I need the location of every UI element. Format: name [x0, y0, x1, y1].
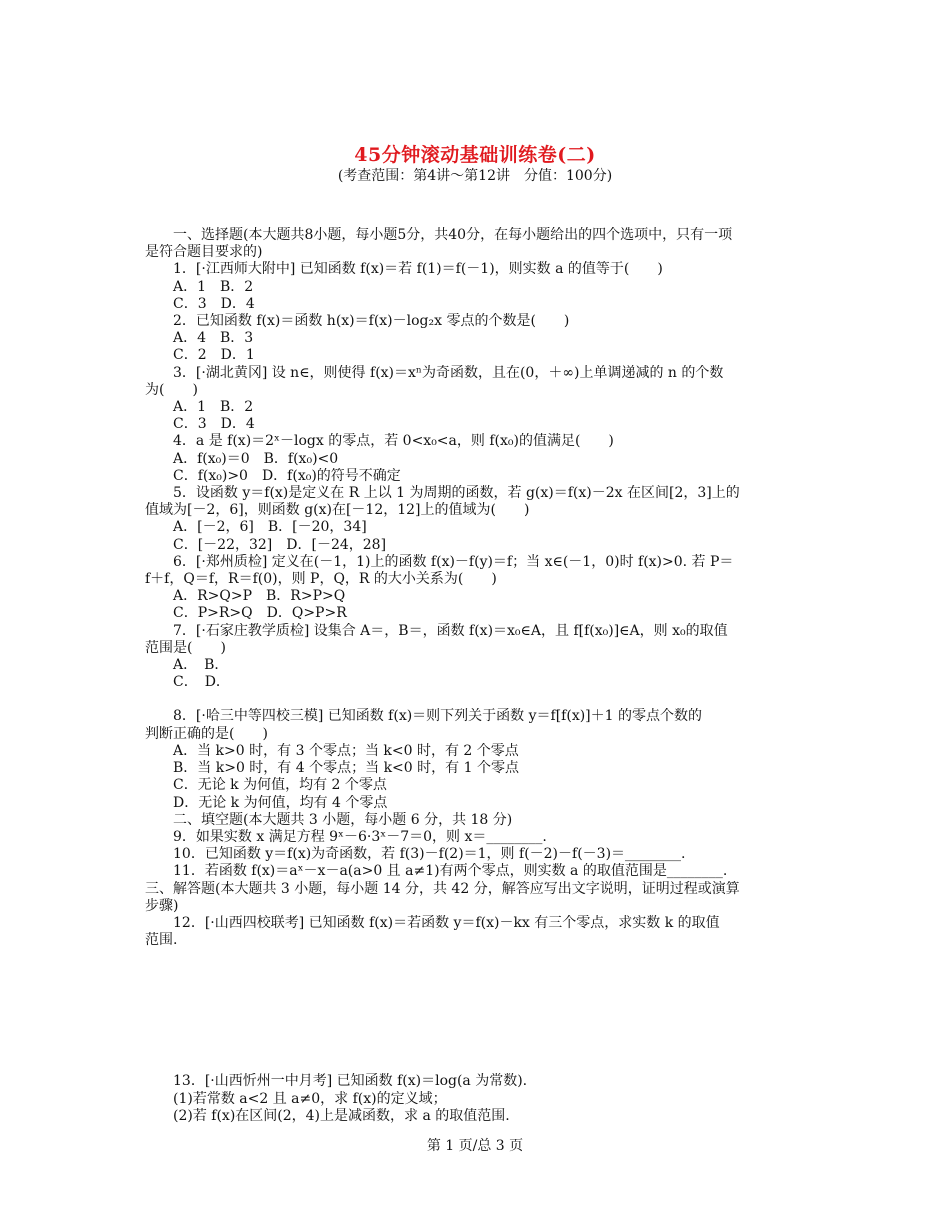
option-line: A．4 B．3 — [173, 330, 254, 347]
page-subtitle: (考查范围：第4讲～第12讲 分值：100分) — [337, 168, 613, 184]
question-2: 2．已知函数 f(x)＝函数 h(x)＝f(x)－log₂x 零点的个数是( ) — [173, 313, 570, 330]
page-footer: 第 1 页/总 3 页 — [426, 1138, 524, 1154]
option-line: D．无论 k 为何值，均有 4 个零点 — [173, 794, 388, 811]
option-line: C．3 D．4 — [173, 295, 255, 312]
option-line: C．2 D．1 — [173, 347, 255, 364]
question-1: 1．[·江西师大附中] 已知函数 f(x)＝若 f(1)＝f(－1)，则实数 a 的值等于( ) — [173, 261, 663, 278]
text-line: 步骤) — [145, 897, 179, 914]
option-line: C．3 D．4 — [173, 416, 255, 433]
question-3: 3．[·湖北黄冈] 设 n∈，则使得 f(x)＝xⁿ为奇函数，且在(0，＋∞)上单调递减的 n 的个数 — [173, 364, 724, 381]
question-11: 11．若函数 f(x)＝aˣ－x－a(a>0 且 a≠1)有两个零点，则实数 a 的取值范围是________. — [173, 863, 728, 880]
text-line: 范围. — [145, 932, 178, 949]
option-line: C．[－22，32] D．[－24，28] — [173, 536, 387, 553]
option-line: C．P>R>Q D．Q>P>R — [173, 605, 347, 622]
text-line: f＋f，Q＝f，R＝f(0)，则 P，Q，R 的大小关系为( ) — [145, 571, 497, 588]
text-line: 范围是( ) — [145, 639, 226, 656]
option-line: C．无论 k 为何值，均有 2 个零点 — [173, 777, 387, 794]
question-9: 9．如果实数 x 满足方程 9ˣ－6·3ˣ－7＝0，则 x＝________. — [173, 828, 547, 845]
question-8: 8．[·哈三中等四校三模] 已知函数 f(x)＝则下列关于函数 y＝f[f(x)]＋1 的零点个数的 — [173, 708, 703, 725]
option-line: C． D． — [173, 674, 230, 691]
text-line: 为( ) — [145, 381, 198, 398]
option-line: A．1 B．2 — [173, 278, 254, 295]
question-5: 5．设函数 y＝f(x)是定义在 R 上以 1 为周期的函数，若 g(x)＝f(x)－2x 在区间[2，3]上的 — [173, 485, 740, 502]
section-heading: 三、解答题(本大题共 3 小题，每小题 14 分，共 42 分，解答应写出文字说明，证明过程或演算 — [145, 880, 740, 897]
text-line: 值域为[－2，6]，则函数 g(x)在[－12，12]上的值域为( ) — [145, 502, 530, 519]
question-12: 12．[·山西四校联考] 已知函数 f(x)＝若函数 y＝f(x)－kx 有三个零点，求实数 k 的取值 — [173, 914, 720, 931]
option-line: B．当 k>0 时，有 4 个零点；当 k<0 时，有 1 个零点 — [173, 760, 519, 777]
question-10: 10．已知函数 y＝f(x)为奇函数，若 f(3)－f(2)＝1，则 f(－2)－f(－3)＝________. — [173, 846, 686, 863]
option-line: A．[－2，6] B．[－20，34] — [173, 519, 367, 536]
question-4: 4．a 是 f(x)＝2ˣ－logx 的零点，若 0<x₀<a，则 f(x₀)的值满足( ) — [173, 433, 614, 450]
option-line: A．f(x₀)＝0 B．f(x₀)<0 — [173, 450, 339, 467]
question-13: 13．[·山西忻州一中月考] 已知函数 f(x)＝log(a 为常数). — [173, 1073, 528, 1090]
sub-question: (2)若 f(x)在区间(2，4)上是减函数，求 a 的取值范围. — [173, 1107, 510, 1124]
question-7: 7．[·石家庄教学质检] 设集合 A＝，B＝，函数 f(x)＝x₀∈A，且 f[f(x₀)]∈A，则 x₀的取值 — [173, 622, 728, 639]
text-line: 是符合题目要求的) — [145, 244, 263, 261]
section-heading: 一、选择题(本大题共8小题，每小题5分，共40分，在每小题给出的四个选项中，只有一项 — [173, 227, 733, 243]
option-line: A．1 B．2 — [173, 399, 254, 416]
option-line: A．当 k>0 时，有 3 个零点；当 k<0 时，有 2 个零点 — [173, 742, 519, 759]
exam-body — [145, 227, 815, 1125]
sub-question: (1)若常数 a<2 且 a≠0，求 f(x)的定义域； — [173, 1090, 447, 1107]
text-line: 判断正确的是( ) — [145, 725, 268, 742]
option-line: C．f(x₀)>0 D．f(x₀)的符号不确定 — [173, 467, 401, 484]
section-heading: 二、填空题(本大题共 3 小题，每小题 6 分，共 18 分) — [173, 811, 513, 828]
question-6: 6．[·郑州质检] 定义在(－1，1)上的函数 f(x)－f(y)＝f；当 x∈(－1，0)时 f(x)>0. 若 P＝ — [173, 553, 734, 570]
option-line: A． B． — [173, 657, 229, 674]
page-title: 45分钟滚动基础训练卷(二) — [354, 144, 596, 166]
option-line: A．R>Q>P B．R>P>Q — [173, 588, 346, 605]
